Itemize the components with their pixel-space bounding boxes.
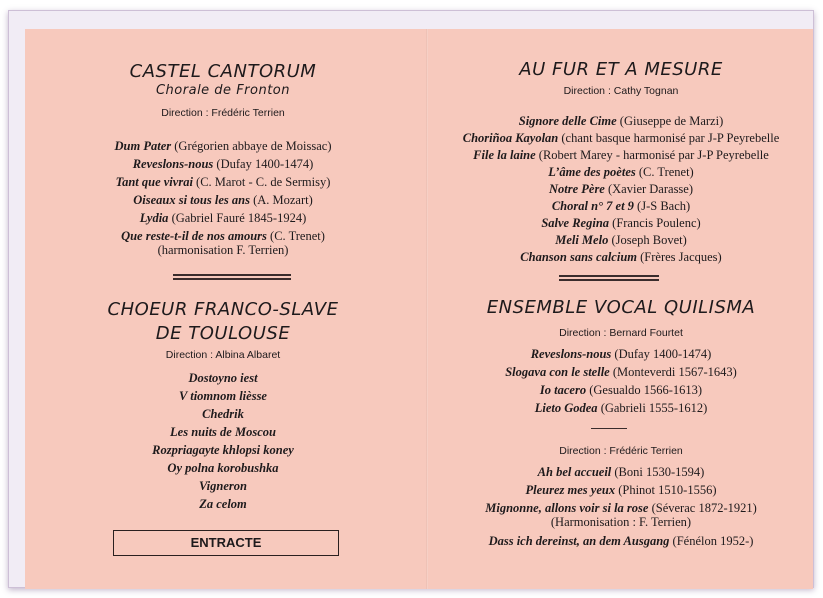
au-fur-item: Meli Melo (Joseph Bovet) (555, 233, 687, 247)
castel-direction: Direction : Frédéric Terrien (161, 107, 285, 119)
quilisma-item: Io tacero (Gesualdo 1566-1613) (539, 383, 703, 397)
choeur-direction: Direction : Albina Albaret (165, 349, 281, 361)
castel-note: (harmonisation F. Terrien) (157, 243, 289, 257)
quilisma-item: Ah bel accueil (Boni 1530-1594) (537, 465, 705, 479)
choeur-item: Oy polna korobushka (167, 461, 279, 475)
choeur-item: V tiomnom lièsse (179, 389, 267, 403)
quilisma-item: Reveslons-nous (Dufay 1400-1474) (530, 347, 712, 361)
left-page (25, 29, 421, 589)
choeur-item: Rozpriagayte khlopsi koney (152, 443, 294, 457)
castel-item: Que reste-t-il de nos amours (C. Trenet) (121, 229, 325, 243)
photo-frame (8, 10, 814, 588)
au-fur-item: Chanson sans calcium (Frères Jacques) (520, 250, 722, 264)
castel-item: Lydia (Gabriel Fauré 1845-1924) (139, 211, 307, 225)
quilisma-direction-2: Direction : Frédéric Terrien (559, 445, 683, 457)
castel-item: Tant que vivrai (C. Marot - C. de Sermisy) (115, 175, 331, 189)
au-fur-item: Salve Regina (Francis Poulenc) (541, 216, 701, 230)
quilisma-item: Pleurez mes yeux (Phinot 1510-1556) (525, 483, 717, 497)
double-divider (559, 275, 659, 277)
center-fold (426, 29, 428, 589)
quilisma-title: ENSEMBLE VOCAL QUILISMA (486, 297, 756, 318)
au-fur-direction: Direction : Cathy Tognan (563, 85, 679, 97)
au-fur-item: L’âme des poètes (C. Trenet) (548, 165, 694, 179)
choeur-item: Les nuits de Moscou (170, 425, 276, 439)
au-fur-item: File la laine (Robert Marey - harmonisé par J-P Peyrebelle (473, 148, 769, 162)
quilisma-note: (Harmonisation : F. Terrien) (550, 515, 692, 529)
au-fur-item: Choriñoa Kayolan (chant basque harmonisé par J-P Peyrebelle (462, 131, 780, 145)
castel-item: Reveslons-nous (Dufay 1400-1474) (132, 157, 314, 171)
choeur-title-line1: CHOEUR FRANCO-SLAVE (107, 299, 339, 320)
au-fur-item: Notre Père (Xavier Darasse) (548, 182, 694, 196)
quilisma-item: Dass ich dereinst, an dem Ausgang (Fénélon 1952-) (488, 534, 754, 548)
castel-cantorum-title: CASTEL CANTORUM (129, 61, 317, 82)
quilisma-direction-1: Direction : Bernard Fourtet (559, 327, 683, 339)
au-fur-item: Choral n° 7 et 9 (J-S Bach) (551, 199, 691, 213)
castel-item: Oiseaux si tous les ans (A. Mozart) (133, 193, 313, 207)
castel-item: Dum Pater (Grégorien abbaye de Moissac) (114, 139, 332, 153)
double-divider (173, 274, 291, 276)
quilisma-item: Mignonne, allons voir si la rose (Séverac 1872-1921) (485, 501, 757, 515)
choeur-item: Dostoyno iest (188, 371, 258, 385)
entracte-box: ENTRACTE (113, 530, 339, 556)
right-page (429, 29, 813, 589)
thin-divider (591, 428, 627, 429)
castel-cantorum-subtitle: Chorale de Fronton (155, 83, 290, 98)
quilisma-item: Lieto Godea (Gabrieli 1555-1612) (534, 401, 708, 415)
quilisma-item: Slogava con le stelle (Monteverdi 1567-1643) (505, 365, 737, 379)
au-fur-item: Signore delle Cime (Giuseppe de Marzi) (518, 114, 724, 128)
au-fur-title: AU FUR ET A MESURE (519, 59, 723, 80)
choeur-title-line2: DE TOULOUSE (155, 323, 291, 344)
choeur-item: Chedrik (202, 407, 244, 421)
choeur-item: Vigneron (199, 479, 247, 493)
choeur-item: Za celom (199, 497, 247, 511)
program-sheet (25, 29, 813, 589)
